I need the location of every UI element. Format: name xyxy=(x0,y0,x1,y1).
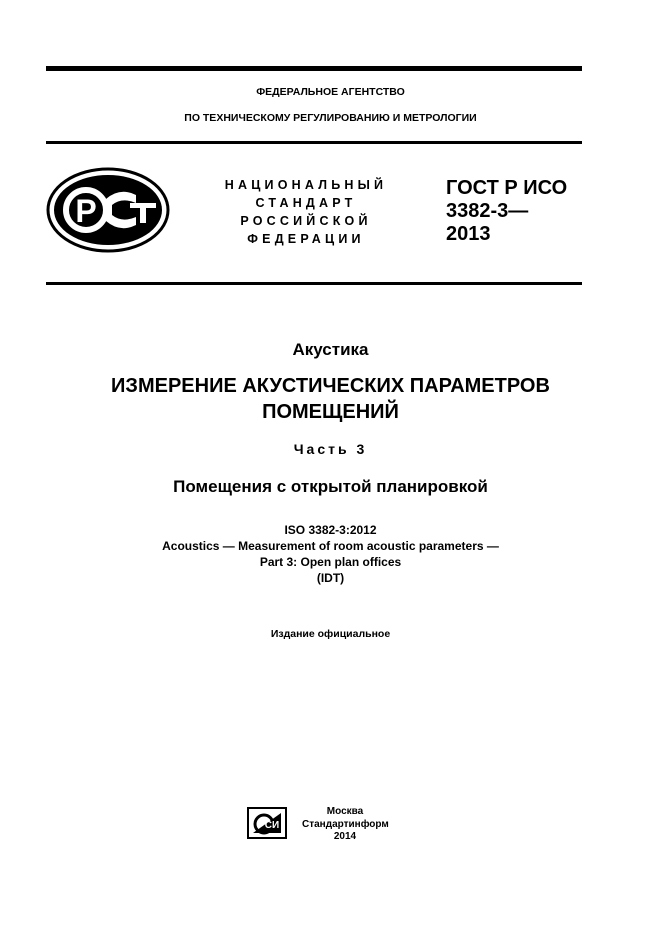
publisher-city: Москва xyxy=(326,806,364,817)
rst-certification-logo xyxy=(46,167,170,253)
designation-line-2: 3382-3— xyxy=(446,200,529,222)
iso-degree: (IDT) xyxy=(316,571,345,585)
standard-type-line-4: ФЕДЕРАЦИИ xyxy=(247,232,365,246)
topic-heading: Акустика xyxy=(292,340,369,359)
designation-line-1: ГОСТ Р ИСО xyxy=(446,177,568,199)
iso-english-part: Part 3: Open plan offices xyxy=(259,555,402,569)
main-title-line-2: ПОМЕЩЕНИЙ xyxy=(262,401,399,423)
standard-type-line-1: НАЦИОНАЛЬНЫЙ xyxy=(224,178,388,192)
part-label: Часть 3 xyxy=(293,441,368,457)
standartinform-logo xyxy=(247,807,287,839)
standard-type xyxy=(218,176,394,248)
agency-line-1: ФЕДЕРАЛЬНОЕ АГЕНТСТВО xyxy=(256,86,405,98)
main-title-line-1: ИЗМЕРЕНИЕ АКУСТИЧЕСКИХ ПАРАМЕТРОВ xyxy=(111,375,550,397)
iso-english-title: Acoustics — Measurement of room acoustic parameters — xyxy=(162,539,499,553)
header-rule-1 xyxy=(46,141,582,144)
standard-type-line-2: СТАНДАРТ xyxy=(255,196,357,210)
agency-line-2: ПО ТЕХНИЧЕСКОМУ РЕГУЛИРОВАНИЮ И МЕТРОЛОГИИ xyxy=(184,112,477,124)
standard-designation xyxy=(446,177,567,246)
rst-logo-letter-r: Р xyxy=(75,193,97,229)
iso-number: ISO 3382-3:2012 xyxy=(284,523,377,537)
publisher-year: 2014 xyxy=(333,831,357,842)
publisher-logo-letters: СИ xyxy=(264,820,280,831)
edition-label: Издание официальное xyxy=(270,628,391,640)
header-rule-2 xyxy=(46,282,582,285)
publisher-name: Стандартинформ xyxy=(302,818,389,830)
top-rule xyxy=(46,66,582,71)
standard-type-line-3: РОССИЙСКОЙ xyxy=(240,214,372,228)
publisher-info xyxy=(302,806,388,844)
designation-line-3: 2013 xyxy=(446,223,491,245)
part-subtitle: Помещения с открытой планировкой xyxy=(173,477,488,496)
